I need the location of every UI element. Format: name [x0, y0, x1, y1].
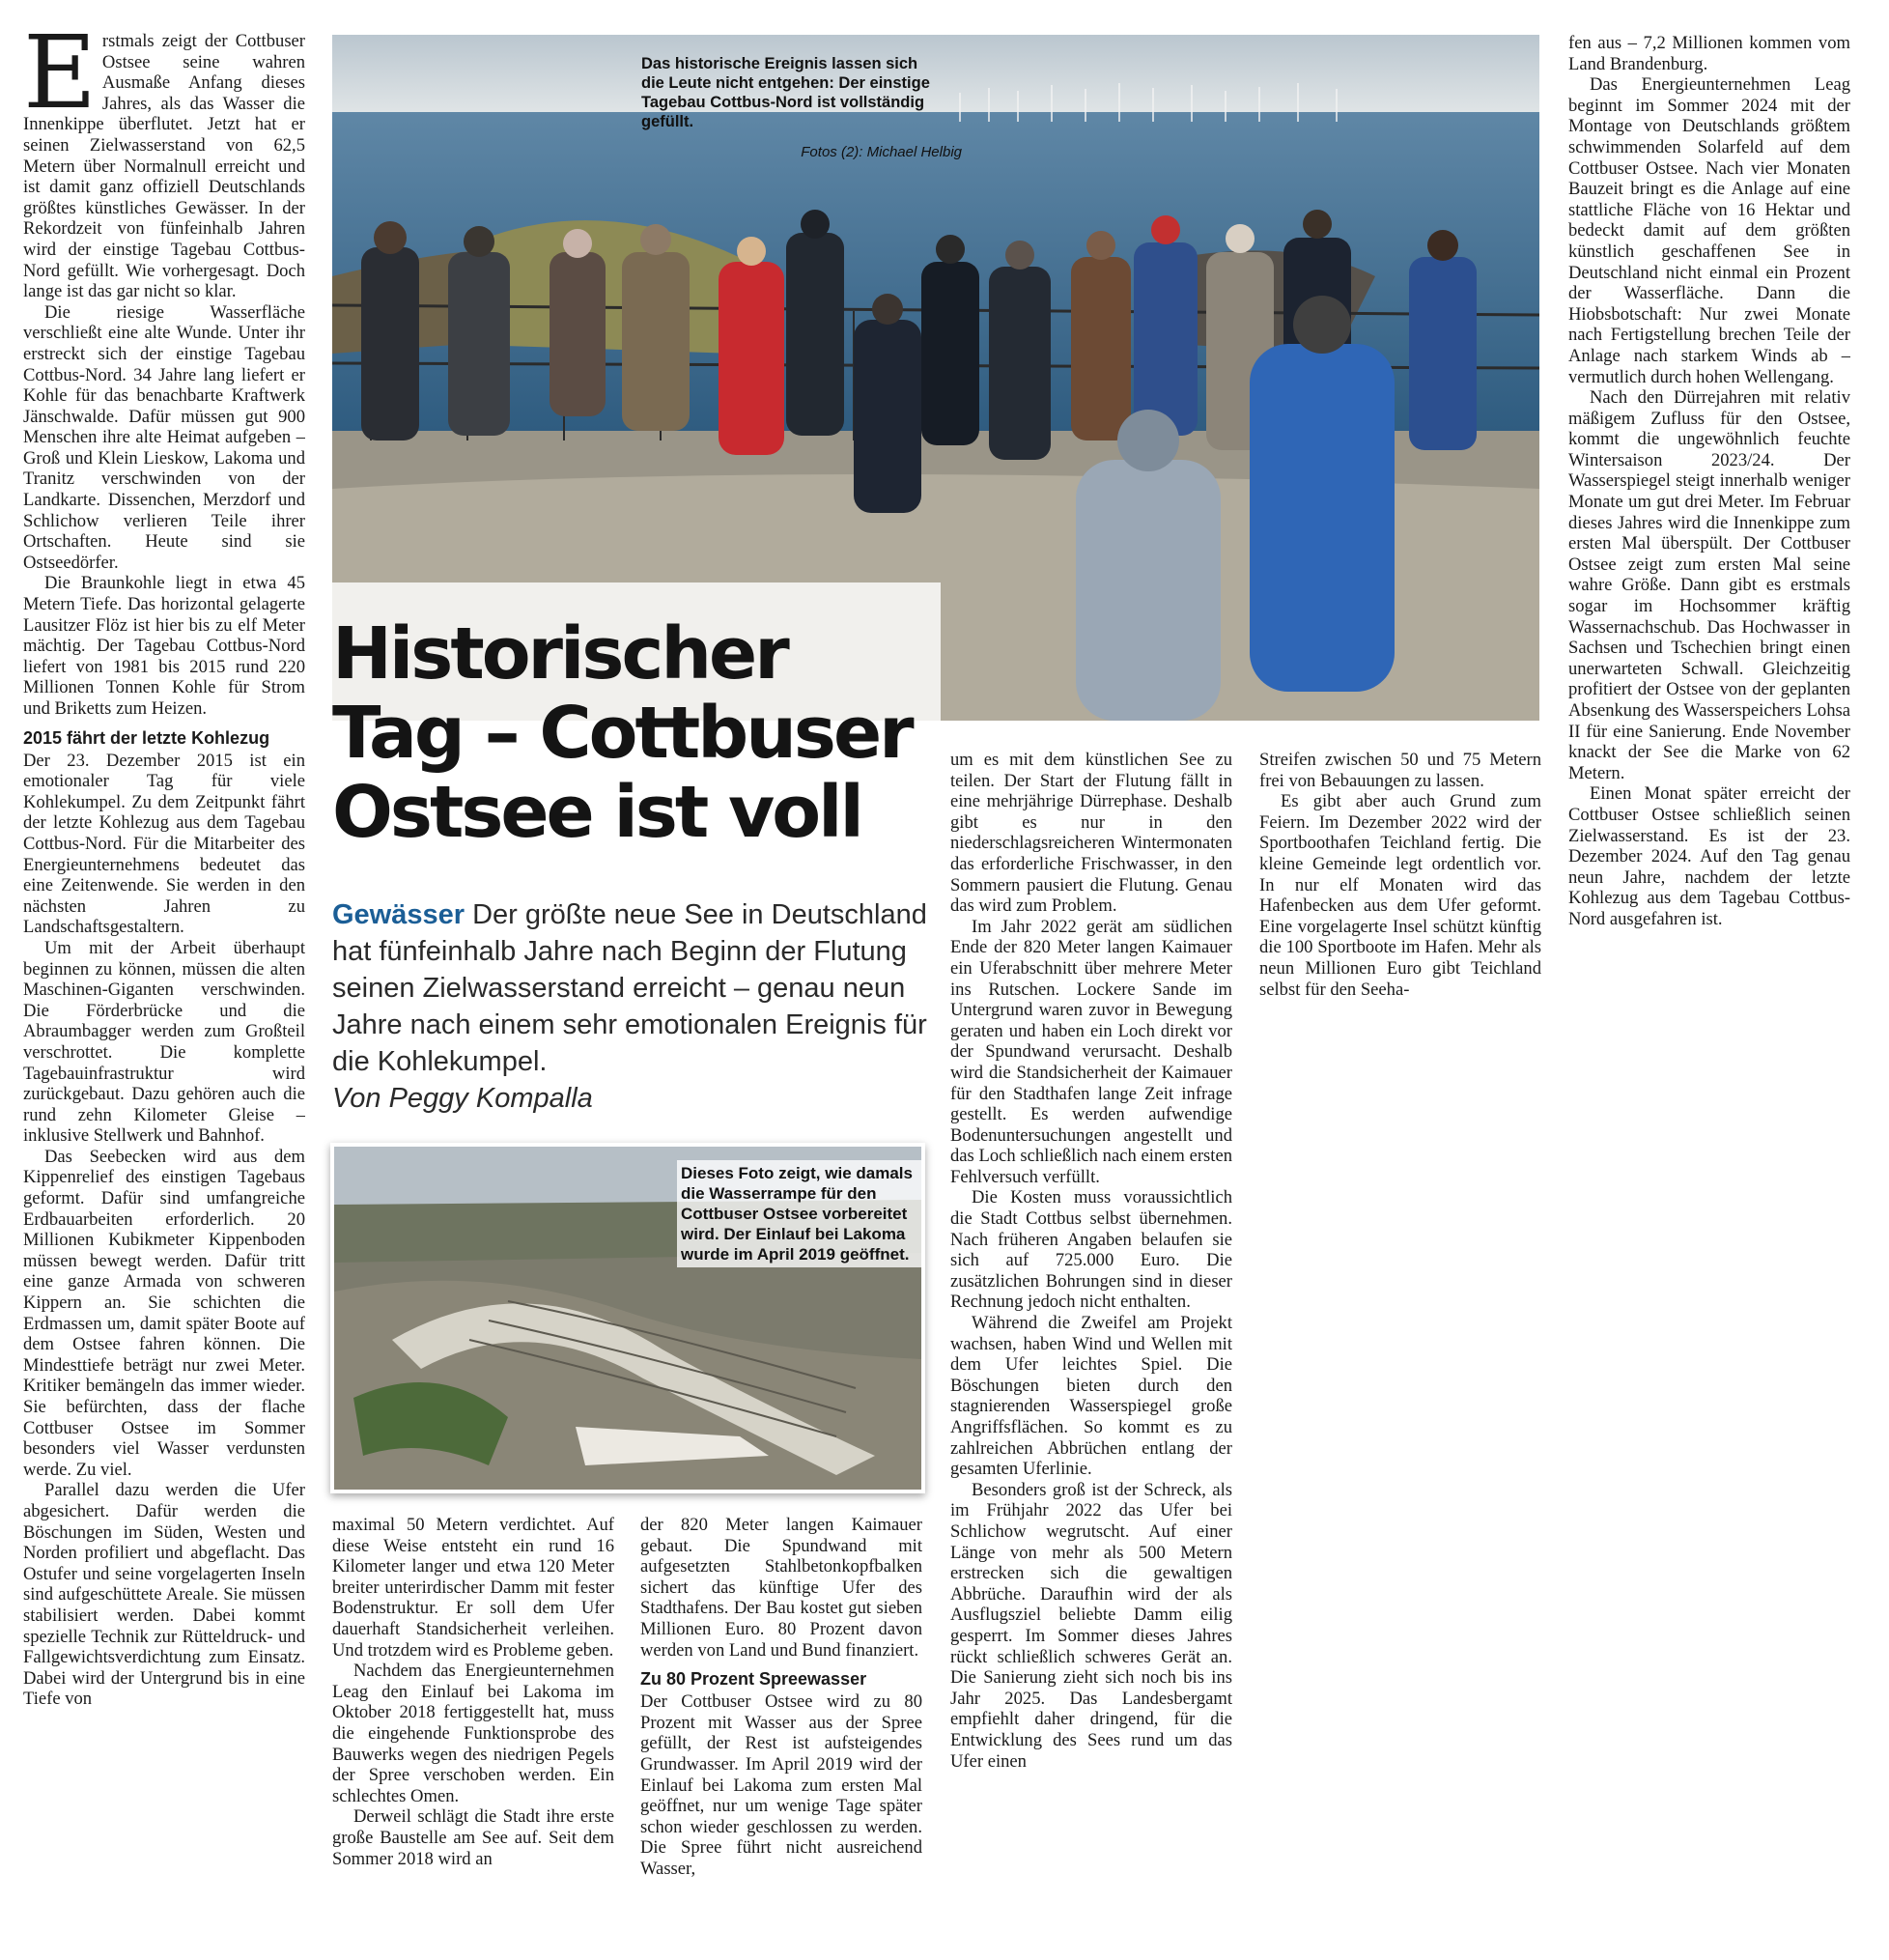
- body-paragraph: Einen Monat später erreicht der Cottbuser Ostsee schließlich seinen Zielwasserstand. Es ist der 23. Dezember 2024. Auf den Tag genau neun Jahre, nachdem der letzte Kohlezug aus dem Tagebau Cottbus-Nord ausgefahren ist.: [1568, 783, 1850, 929]
- headline: [332, 614, 950, 852]
- lead-text: rstmals zeigt der Cottbuser Ostsee seine wahren Ausmaße Anfang dieses Jahres, als das Wasser die Innenkippe überflutet. Jetzt hat er seinen Zielwasserstand von 62,5 Metern über Normalnull erreicht und ist damit ganz offiziell Deutschlands größtes künstliches Gewässer. In der Rekordzeit von fünfeinhalb Jahren wird der einstige Tagebau Cottbus-Nord gefüllt. Wie vorhergesagt. Doch lange ist das gar nicht so klar.: [23, 31, 305, 302]
- body-paragraph: Parallel dazu werden die Ufer abgesichert. Dafür werden die Böschungen im Süden, Westen und Norden profiliert und abgeflacht. Das Ostufer und seine vorgelagerten Inseln sind aufgeschüttete Areale. Sie müssen stabilisiert werden. Dabei kommt spezielle Technik zur Rütteldruck- und Fallgewichtsverdichtung zum Einsatz. Dabei wird der Untergrund bis in eine Tiefe von: [23, 1480, 305, 1710]
- article-column-1: [23, 31, 305, 1948]
- top-photo-caption: [641, 54, 931, 131]
- kicker: Gewässer: [332, 899, 465, 930]
- subheading: Zu 80 Prozent Spreewasser: [640, 1669, 867, 1690]
- body-paragraph: Die Braunkohle liegt in etwa 45 Metern Tiefe. Das horizontal gelagerte Lausitzer Flöz ist hier bis zu elf Meter mächtig. Der Tagebau Cottbus-Nord liefert von 1981 bis 2015 rund 220 Millionen Tonnen Kohle für Strom und Briketts zum Heizen.: [23, 573, 305, 719]
- headline-line-3: Ostsee ist voll: [332, 771, 861, 854]
- headline-line-1: Historischer: [332, 612, 787, 696]
- body-paragraph: Im Jahr 2022 gerät am südlichen Ende der 820 Meter langen Kaimauer ein Uferabschnitt über mehrere Meter ins Rutschen. Lockere Sande im Untergrund waren zuvor in Bewegung geraten und haben ein Loch direkt vor der Spundwand verursacht. Deshalb wird die Standsicherheit der Kaimauer für den Stadthafen lange Zeit infrage gestellt. Es werden aufwendige Bodenuntersuchungen angestellt und das Loch schließlich nach einem ersten Fehlversuch verfüllt.: [950, 916, 1232, 1187]
- body-paragraph: Die Kosten muss voraussichtlich die Stadt Cottbus selbst übernehmen. Nach früheren Angaben belaufen sie sich auf 725.000 Euro. Die zusätzlichen Bohrungen sind in dieser Rechnung jedoch nicht enthalten.: [950, 1187, 1232, 1313]
- body-paragraph: Der Cottbuser Ostsee wird zu 80 Prozent mit Wasser aus der Spree gefüllt, der Rest ist aufsteigendes Grundwasser. Im April 2019 wird der Einlauf bei Lakoma zum ersten Mal geöffnet, nur um wenige Tage später schon wieder geschlossen zu werden. Die Spree führt nicht ausreichend Wasser,: [640, 1691, 922, 1879]
- body-paragraph: Es gibt aber auch Grund zum Feiern. Im Dezember 2022 wird der Sportboothafen Teichland fertig. Die kleine Gemeinde legt ordentlich vor. In nur elf Monaten wird das Hafenbecken aus dem Ufer geformt. Eine vorgelagerte Insel schützt künftig die 100 Sportboote im Hafen. Mehr als neun Millionen Euro gibt Teichland selbst für den Seeha-: [1259, 791, 1541, 1000]
- aerial-photo: [330, 1143, 925, 1493]
- body-paragraph: Streifen zwischen 50 und 75 Metern frei von Bebauungen zu lassen.: [1259, 750, 1541, 791]
- top-photo-caption-text: Das historische Ereignis lassen sich die Leute nicht entgehen: Der einstige Tagebau Cottbus-Nord ist vollständig gefüllt.: [641, 55, 930, 130]
- article-column-4: [950, 750, 1232, 1933]
- body-paragraph: maximal 50 Metern verdichtet. Auf diese Weise entsteht ein rund 16 Kilometer langer und etwa 120 Meter breiter unterirdischer Damm mit fester Bodenstruktur. Er soll dem Ufer dauerhaft Standsicherheit verleihen. Und trotzdem wird es Probleme geben.: [332, 1515, 614, 1661]
- body-paragraph: Das Seebecken wird aus dem Kippenrelief des einstigen Tagebaus geformt. Dafür sind umfangreiche Erdbauarbeiten erforderlich. 20 Millionen Kubikmeter Kippenboden müssen bewegt werden. Dafür tritt eine ganze Armada von schweren Kippern an. Sie schichten die Erdmassen um, damit später Boote auf dem Ostsee fahren können. Die Mindesttiefe beträgt nur zwei Meter. Kritiker bemängeln das immer wieder. Sie befürchten, dass der flache Cottbuser Ostsee im Sommer besonders viel Wasser verdunsten werde. Zu viel.: [23, 1146, 305, 1480]
- body-paragraph: um es mit dem künstlichen See zu teilen. Der Start der Flutung fällt in eine mehrjährige Dürrephase. Deshalb gibt es nur in den niederschlagsreicheren Wintermonaten das erforderliche Frischwasser, in den Sommern pausiert die Flutung. Genau das wird zum Problem.: [950, 750, 1232, 917]
- body-paragraph: Die riesige Wasserfläche verschließt eine alte Wunde. Unter ihr erstreckt sich der einstige Tagebau Cottbus-Nord. 34 Jahre lang liefert er Kohle für das benachbarte Kraftwerk Jänschwalde. Dafür müssen gut 900 Menschen ihre alte Heimat aufgeben – Groß und Klein Lieskow, Lakoma und Tranitz verschwinden von der Landkarte. Dissenchen, Merzdorf und Schlichow verlieren Teile ihrer Ortschaften. Heute sind sie Ostseedörfer.: [23, 301, 305, 573]
- byline: Von Peggy Kompalla: [332, 1083, 593, 1114]
- body-paragraph: Der 23. Dezember 2015 ist ein emotionaler Tag für viele Kohlekumpel. Zu dem Zeitpunkt fährt der letzte Kohlezug aus dem Tagebau Cottbus-Nord. Für die Mitarbeiter des Energieunternehmens bedeutet das eine Zeitenwende. Sie werden in den nächsten Jahren zu Landschaftsgestaltern.: [23, 750, 305, 938]
- article-column-5: [1259, 750, 1541, 1059]
- body-paragraph: Während die Zweifel am Projekt wachsen, haben Wind und Wellen mit dem Ufer leichtes Spiel. Die Böschungen bieten durch den stagnierenden Wasserspiegel große Angriffsflächen. So kommt es zu zahlreichen Abbrüchen entlang der gesamten Uferlinie.: [950, 1313, 1232, 1480]
- photo-credit: Fotos (2): Michael Helbig: [801, 144, 962, 160]
- article-deck: [332, 896, 941, 1117]
- body-paragraph: Besonders groß ist der Schreck, als im Frühjahr 2022 das Ufer bei Schlichow wegrutscht. Auf einer Länge von mehr als 500 Metern erstrecken sich die gewaltigen Abbrüche. Daraufhin wird der als Ausflugsziel beliebte Damm eilig gesperrt. Im Sommer dieses Jahres rückt schließlich schweres Gerät an. Die Sanierung zieht sich noch bis ins Jahr 2025. Das Landesbergamt empfiehlt daher dringend, für die Entwicklung des Sees rund um das Ufer einen: [950, 1479, 1232, 1772]
- body-paragraph: Um mit der Arbeit überhaupt beginnen zu können, müssen die alten Maschinen-Giganten verschwinden. Die Förderbrücke und die Abraumbagger werden zum Großteil verschrottet. Die komplette Tagebauinfrastruktur wird zurückgebaut. Dazu gehören auch die rund zehn Kilometer Gleise – inklusive Stellwerk und Bahnhof.: [23, 937, 305, 1147]
- article-column-3: [640, 1515, 922, 1930]
- headline-line-2: Tag – Cottbuser: [332, 692, 912, 775]
- deck-text: Der größte neue See in Deutschland hat fünfeinhalb Jahre nach Beginn der Flutung seinen Zielwasserstand erreicht – genau neun Jahre nach einem sehr emotionalen Ereignis für die Kohlekumpel.: [332, 899, 927, 1077]
- subheading: 2015 fährt der letzte Kohlezug: [23, 727, 270, 748]
- body-paragraph: Nach den Dürrejahren mit relativ mäßigem Zufluss für den Ostsee, kommt die ungewöhnlich feuchte Wintersaison 2023/24. Der Wasserspiegel steigt innerhalb weniger Monate um gut drei Meter. Im Februar dieses Jahres wird die Innenkippe zum ersten Mal überspült. Der Cottbuser Ostsee zeigt zum ersten Mal seine wahre Größe. Dann gibt es erstmals sogar im Hochsommer kräftig Wassernachschub. Das Hochwasser in Sachsen und Tschechien bringt einen unerwarteten Schwall. Gleichzeitig profitiert der Ostsee von der geplanten Absenkung des Wasserspeichers Lohsa II für eine Sanierung. Ende November knackt der See die Marke von 62 Metern.: [1568, 387, 1850, 783]
- body-paragraph: Nachdem das Energieunternehmen Leag den Einlauf bei Lakoma im Oktober 2018 fertiggestellt hat, muss die eingehende Funktionsprobe des Bauwerks wegen des niedrigen Pegels der Spree verschoben werden. Ein schlechtes Omen.: [332, 1661, 614, 1806]
- body-paragraph: Derweil schlägt die Stadt ihre erste große Baustelle am See auf. Seit dem Sommer 2018 wird an: [332, 1806, 614, 1869]
- drop-cap: E: [23, 31, 97, 131]
- article-column-2: [332, 1515, 614, 1930]
- lead-paragraph: [23, 31, 305, 302]
- body-paragraph: der 820 Meter langen Kaimauer gebaut. Die Spundwand mit aufgesetzten Stahlbetonkopfbalken sichert das künftige Ufer des Stadthafens. Der Bau kostet gut sieben Millionen Euro. 80 Prozent davon werden von Land und Bund finanziert.: [640, 1515, 922, 1661]
- article-column-6: [1568, 33, 1850, 1066]
- body-paragraph: fen aus – 7,2 Millionen kommen vom Land Brandenburg.: [1568, 33, 1850, 74]
- body-paragraph: Das Energieunternehmen Leag beginnt im Sommer 2024 mit der Montage von Deutschlands größtem schwimmenden Solarfeld auf dem Cottbuser Ostsee. Nach vier Monaten Bauzeit bringt es die Anlage auf eine stattliche Fläche von 16 Hektar und bedeckt damit auf dem größten künstlich geschaffenen See in Deutschland nicht einmal ein Prozent der Wasserfläche. Dann die Hiobsbotschaft: Nur zwei Monate nach Fertigstellung brechen Teile der Anlage nach starkem Winds ab – vermutlich durch hohen Wellengang.: [1568, 74, 1850, 387]
- aerial-photo-caption: Dieses Foto zeigt, wie damals die Wasserrampe für den Cottbuser Ostsee vorbereitet wird. Der Einlauf bei Lakoma wurde im April 2019 geöffnet.: [677, 1160, 921, 1267]
